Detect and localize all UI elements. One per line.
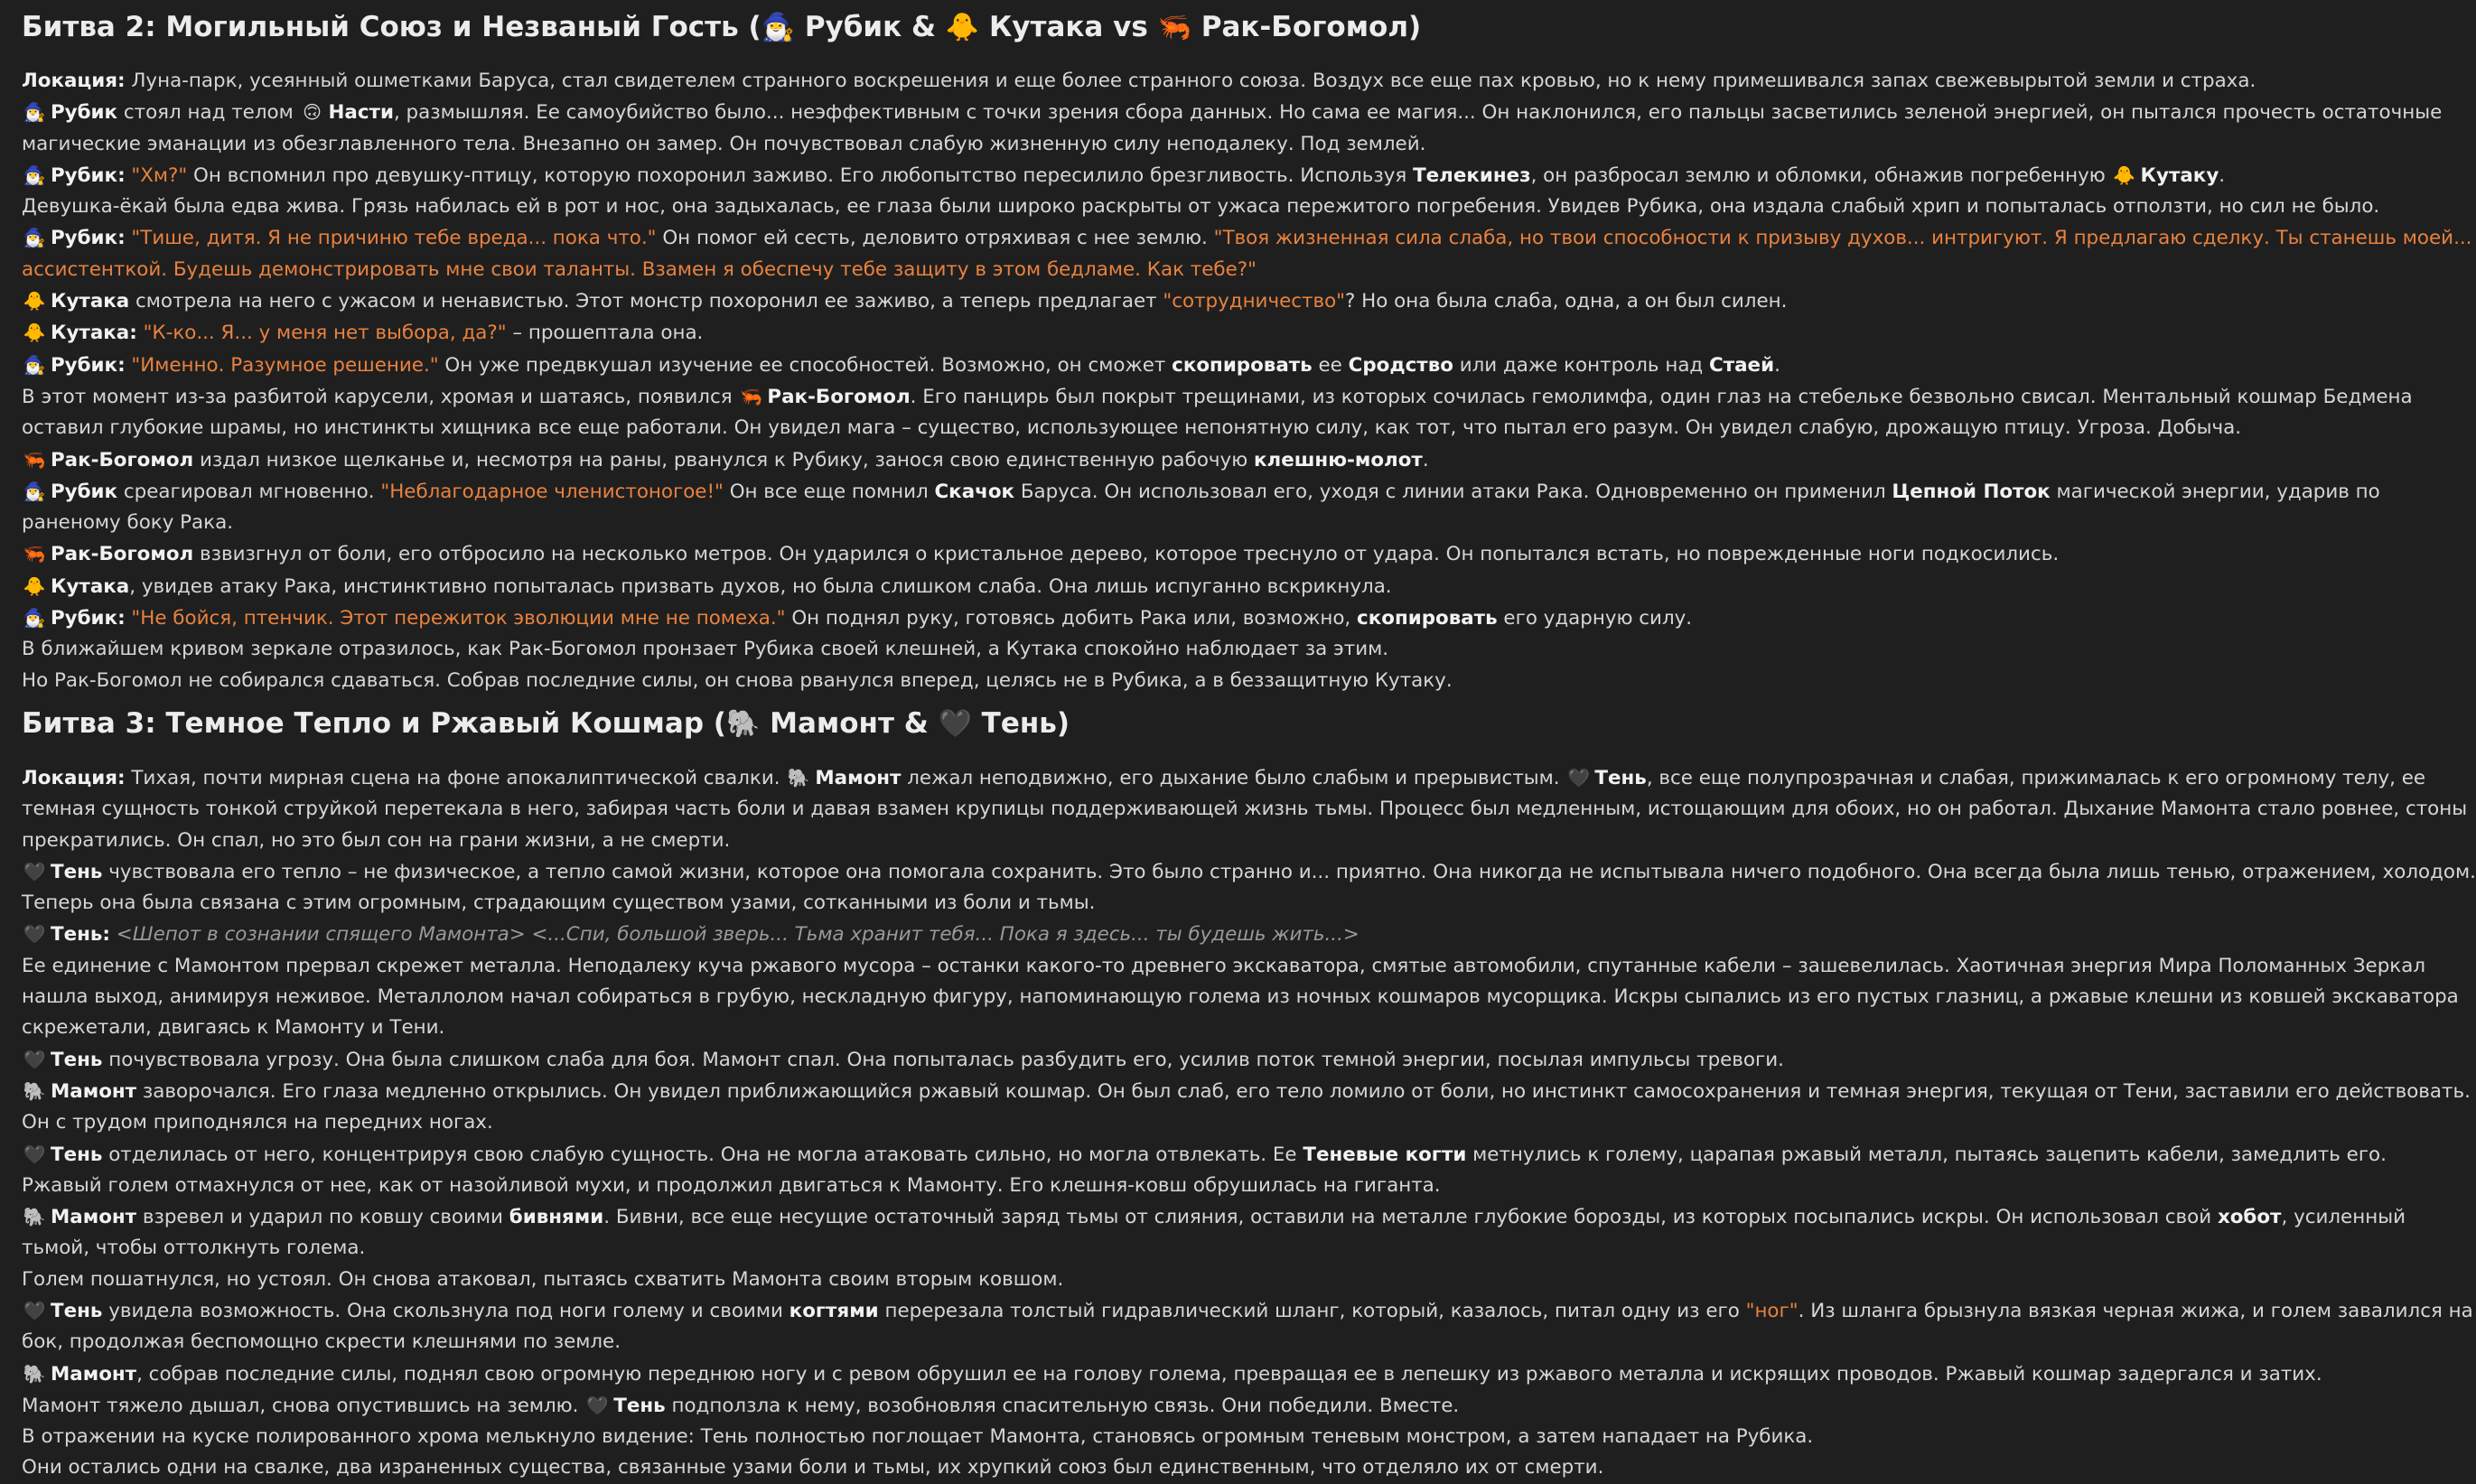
character-name: Рак-Богомол: [51, 543, 194, 566]
ability-name: Теневые когти: [1303, 1143, 1467, 1166]
text: чувствовала его тепло – не физическое, а тепло самой жизни, которое она помогала сохранить. Это было странно и... приятно. Она никогда не испытывала ничего подобного. Она всегда была лишь тенью, отражением, холодом.: [102, 860, 2476, 883]
paragraph: В отражении на куске полированного хрома мелькнуло видение: Тень полностью поглощает Мамонта, становясь огромным теневым монстром, а затем нападает на Рубика.: [22, 1425, 1814, 1449]
text: перерезала толстый гидравлический шланг, который, казалось, питал одну из его: [878, 1299, 1746, 1322]
paragraph-continuation: скрежетали, двигаясь к Мамонту и Тени.: [22, 1016, 445, 1040]
paragraph: [22, 285, 2320, 317]
paragraph-continuation: раненому боку Рака.: [22, 511, 233, 535]
chick-icon: 🐥: [2113, 163, 2135, 186]
shrimp-icon: 🦐: [1157, 12, 1191, 43]
paragraph-continuation: прекратились. Он спал, но это был сон на грани жизни, а не смерти.: [22, 828, 731, 852]
text: . Бивни, все еще несущие остаточный заряд тьмы от слияния, оставили на металле глубокие борозды, из которых посыпались искры. Он использовал свой: [603, 1206, 2218, 1229]
quote: "Твоя жизненная сила слаба, но твои способности к призыву духов... интригуют. Я предлагаю сделку. Ты станешь моей...: [1213, 227, 2472, 250]
wizard-icon: 🧙‍♂️: [761, 12, 796, 43]
text: В этот момент из-за разбитой карусели, хромая и шатаясь, появился: [22, 385, 739, 408]
battle2-heading: [22, 7, 2320, 48]
location-label: Локация:: [22, 70, 126, 92]
paragraph: [22, 222, 2472, 254]
paragraph: [22, 1201, 2406, 1233]
text: Он поднял руку, готовясь добить Рака или, возможно,: [785, 607, 1358, 630]
ability-name: Стаей: [1709, 353, 1775, 377]
text: отделилась от него, концентрируя свою слабую сущность. Она не могла атаковать сильно, но могла отвлекать. Ее: [102, 1143, 1303, 1166]
wizard-icon: 🧙‍♂️: [23, 101, 46, 124]
text: , собрав последние силы, поднял свою огромную переднюю ногу и с ревом обрушил ее на голову голема, превращая ее в лепешку из ржавого металла и искрящих проводов. Ржавый кошмар задергался и затих.: [136, 1362, 2322, 1386]
character-name: Кутака:: [51, 322, 137, 345]
chick-icon: 🐥: [945, 12, 980, 43]
paragraph-continuation: Он с трудом приподнялся на передних ногах.: [22, 1111, 493, 1134]
ability-name: Телекинез: [1413, 163, 1531, 187]
text: Луна-парк, усеянный ошметками Баруса, стал свидетелем странного воскрешения и еще более странного союза. Воздух все еще пах кровью, но к нему примешивался запах свежевырытой земли и страха.: [125, 70, 2256, 92]
paragraph: Девушка-ёкай была едва жива. Грязь набилась ей в рот и нос, она задыхалась, ее глаза были широко раскрыты от ужаса пережитого погребения. Увидев Рубика, она издала слабый хрип и попыталась отползти, но сил не было.: [22, 195, 2380, 219]
black-heart-icon: 🖤: [23, 1299, 46, 1321]
character-name: Тень: [51, 1048, 103, 1071]
ability-name: Скачок: [934, 480, 1015, 503]
character-name: Кутака: [51, 290, 130, 313]
paragraph: [22, 919, 2320, 950]
character-name: Рубик:: [51, 353, 126, 377]
ability-name: клешню-молот: [1254, 448, 1423, 471]
black-heart-icon: 🖤: [23, 1048, 46, 1070]
text: , усиленный: [2281, 1206, 2406, 1229]
character-name: Кутаку: [2140, 163, 2219, 187]
paragraph-continuation: магические эманации из обезглавленного тела. Внезапно он замер. Он почувствовал слабую жизненную силу неподалеку. Под землей.: [22, 132, 1426, 155]
text: взревел и ударил по ковшу своими: [136, 1206, 509, 1229]
text: издал низкое щелканье и, несмотря на раны, рванулся к Рубику, занося свою единственную рабочую: [193, 448, 1255, 471]
paragraph-continuation: оставил глубокие шрамы, но инстинкты хищника все еще работали. Он увидел мага – существо, использующее непонятную силу, как тот, что пытал его разум. Он увидел слабую, дрожащую птицу. Угроза. Добыча.: [22, 416, 2242, 440]
character-name: Мамонт: [51, 1206, 137, 1229]
paragraph: В ближайшем кривом зеркале отразилось, как Рак-Богомол пронзает Рубика своей клешней, а Кутака спокойно наблюдает за этим.: [22, 638, 1389, 661]
wizard-icon: 🧙‍♂️: [23, 607, 46, 630]
paragraph: [22, 602, 2320, 634]
text: Баруса. Он использовал его, уходя с линии атаки Рака. Одновременно он применил: [1014, 480, 1892, 503]
black-heart-icon: 🖤: [23, 923, 46, 946]
quote: "Именно. Разумное решение.": [125, 353, 439, 377]
text: метнулись к голему, царапая ржавый металл, пытаясь зацепить кабели, замедлить его.: [1466, 1143, 2387, 1166]
ability-name: когтями: [789, 1299, 879, 1322]
character-name: Тень: [51, 1143, 103, 1166]
heading-text: Битва 3: Темное Тепло и Ржавый Кошмар (: [22, 706, 726, 740]
text: его ударную силу.: [1497, 607, 1693, 630]
wizard-icon: 🧙‍♂️: [23, 480, 46, 502]
paragraph: [22, 444, 2320, 476]
elephant-icon: 🐘: [23, 1362, 46, 1385]
character-name: Тень: [1594, 766, 1647, 789]
battle3-heading: [22, 704, 2320, 744]
paragraph: [22, 97, 2443, 128]
text: Тихая, почти мирная сцена на фоне апокалиптической свалки.: [125, 766, 787, 789]
text: .: [2219, 163, 2226, 187]
telepathy-text: <Шепот в сознании спящего Мамонта> <...Спи, большой зверь... Тьма хранит тебя... Пока я здесь... ты будешь жить...>: [109, 923, 1359, 947]
character-name: Рубик: [51, 101, 118, 125]
elephant-icon: 🐘: [787, 766, 810, 789]
shrimp-icon: 🦐: [23, 543, 46, 565]
text: ее: [1312, 353, 1349, 377]
ability-name: хобот: [2217, 1206, 2282, 1229]
text: , увидев атаку Рака, инстинктивно попыталась призвать духов, но была слишком слаба. Она лишь испуганно вскрикнула.: [129, 574, 1392, 598]
black-heart-icon: 🖤: [23, 860, 46, 882]
location-label: Локация:: [22, 766, 126, 789]
character-name: Тень: [613, 1394, 666, 1417]
elephant-icon: 🐘: [23, 1079, 46, 1102]
paragraph: [22, 66, 2320, 97]
heading-text: Рак-Богомол): [1191, 11, 1422, 43]
text: . Его панцирь был покрыт трещинами, из которых сочилась гемолимфа, один глаз на стебельке безвольно свисал. Ментальный кошмар Бедмена: [910, 385, 2413, 408]
text: Он уже предвкушал изучение ее способностей. Возможно, он сможет: [438, 353, 1173, 377]
character-name: Мамонт: [51, 1362, 137, 1386]
elephant-icon: 🐘: [725, 707, 761, 740]
paragraph: [22, 538, 2320, 570]
black-heart-icon: 🖤: [585, 1394, 609, 1416]
paragraph-continuation: темная сущность тонкой струйкой перетекала в него, забирая часть боли и давая взамен крупицы поддерживающей жизнь тьмы. Процесс был медленным, истощающим для обоих, но он работал. Дыхание Мамонта стало ровнее, стоны: [22, 798, 2468, 821]
ability-name: скопировать: [1357, 607, 1498, 630]
wizard-icon: 🧙‍♂️: [23, 163, 46, 186]
text: Он все еще помнил: [723, 480, 935, 503]
black-heart-icon: 🖤: [938, 707, 972, 740]
paragraph: [22, 350, 2320, 381]
chick-icon: 🐥: [23, 290, 46, 313]
quote: "Неблагодарное членистоногое!": [380, 480, 724, 503]
character-name: Тень:: [51, 923, 110, 947]
text: Он помог ей сесть, деловито отряхивая с нее землю.: [656, 227, 1214, 250]
character-name: Насти: [328, 101, 394, 125]
text: взвизгнул от боли, его отбросило на несколько метров. Он ударился о кристальное дерево, которое треснуло от удара. Он попытался встать, но поврежденные ноги подкосились.: [193, 543, 2060, 566]
text: – прошептала она.: [506, 322, 704, 345]
chick-icon: 🐥: [23, 574, 46, 597]
heading-text: Мамонт &: [760, 706, 939, 740]
quote: "К-ко... Я... у меня нет выбора, да?": [136, 322, 507, 345]
quote: "Не бойся, птенчик. Этот пережиток эволюции мне не помеха.": [125, 607, 786, 630]
paragraph: [22, 1390, 2320, 1422]
text: , все еще полупрозрачная и слабая, прижималась к его огромному телу, ее: [1646, 766, 2426, 789]
text: . Из шланга брызнула вязкая черная жижа, и голем завалился на: [1798, 1299, 2473, 1322]
character-name: Мамонт: [815, 766, 902, 789]
paragraph: [22, 1139, 2387, 1171]
paragraph: [22, 1044, 2320, 1076]
paragraph: [22, 762, 2426, 794]
character-name: Мамонт: [51, 1079, 137, 1103]
quote: "ног": [1745, 1299, 1799, 1322]
quote-continuation: ассистенткой. Будешь демонстрировать мне свои таланты. Взамен я обеспечу тебе защиту в этом бедламе. Как тебе?": [22, 257, 1257, 281]
paragraph: [22, 571, 2320, 602]
paragraph: Они остались одни на свалке, два израненных существа, связанные узами боли и тьмы, их хрупкий союз был единственным, что отделяло их от смерти.: [22, 1456, 1604, 1479]
text: подползла к нему, возобновляя спасительную связь. Они победили. Вместе.: [665, 1394, 1460, 1417]
text: Мамонт тяжело дышал, снова опустившись на землю.: [22, 1394, 585, 1417]
paragraph: [22, 160, 2320, 191]
heading-text: Тень): [971, 706, 1070, 740]
paragraph-continuation: Теперь она была связана с этим огромным, страдающим существом узами, сотканными из боли и тьмы.: [22, 891, 1096, 915]
wizard-icon: 🧙‍♂️: [23, 353, 46, 376]
quote: "Тише, дитя. Я не причиню тебе вреда... пока что.": [125, 227, 657, 250]
elephant-icon: 🐘: [23, 1206, 46, 1228]
text: .: [1774, 353, 1780, 377]
character-name: Тень: [51, 860, 103, 883]
text: лежал неподвижно, его дыхание было слабым и прерывистым.: [901, 766, 1566, 789]
wizard-icon: 🧙‍♂️: [23, 227, 46, 249]
heading-text: Рубик &: [795, 11, 946, 43]
character-name: Тень: [51, 1299, 103, 1322]
text: Он вспомнил про девушку-птицу, которую похоронил заживо. Его любопытство пересилило брезгливость. Используя: [187, 163, 1414, 187]
shrimp-icon: 🦐: [23, 448, 46, 471]
text: среагировал мгновенно.: [117, 480, 381, 503]
ability-name: Сродство: [1348, 353, 1453, 377]
text: смотрела на него с ужасом и ненавистью. Этот монстр похоронил ее заживо, а теперь предлагает: [129, 290, 1163, 313]
paragraph: Голем пошатнулся, но устоял. Он снова атаковал, пытаясь схватить Мамонта своим вторым ковшом.: [22, 1267, 1064, 1291]
text: или даже контроль над: [1453, 353, 1710, 377]
text: стоял над телом: [117, 101, 300, 125]
chick-icon: 🐥: [23, 322, 46, 344]
paragraph: Ее единение с Мамонтом прервал скрежет металла. Неподалеку куча ржавого мусора – останки какого-то древнего экскаватора, смятые автомобили, спутанные кабели – зашевелилась. Хаотичная энергия Мира Поломанных Зеркал: [22, 954, 2425, 977]
paragraph: [22, 1358, 2320, 1390]
text: почувствовала угрозу. Она была слишком слаба для боя. Мамонт спал. Она попыталась разбудить его, усилив поток темной энергии, посылая импульсы тревоги.: [102, 1048, 1784, 1071]
ability-name: бивнями: [509, 1206, 604, 1229]
heading-text: Битва 2: Могильный Союз и Незваный Гость (: [22, 11, 761, 43]
paragraph-continuation: нашла выход, анимируя неживое. Металлолом начал собираться в грубую, нескладную фигуру, напоминающую голема из ночных кошмаров мусорщика. Искры сыпались из его пустых глазниц, а ржавые клешни из ковшей экскаватора: [22, 985, 2459, 1009]
character-name: Рубик: [51, 480, 118, 503]
paragraph: Но Рак-Богомол не собирался сдаваться. Собрав последние силы, он снова рванулся вперед, целясь не в Рубика, а в беззащитную Кутаку.: [22, 668, 1453, 692]
paragraph: Ржавый голем отмахнулся от нее, как от назойливой мухи, и продолжил двигаться к Мамонту. Его клешня-ковш обрушилась на гиганта.: [22, 1173, 1441, 1197]
quote: "Хм?": [125, 163, 188, 187]
quote: "сотрудничество": [1163, 290, 1346, 313]
character-name: Рубик:: [51, 227, 126, 250]
text: ? Но она была слаба, одна, а он был силен.: [1345, 290, 1788, 313]
text: увидела возможность. Она скользнула под ноги голему и своими: [102, 1299, 790, 1322]
text: заворочался. Его глаза медленно открылись. Он увидел приближающийся ржавый кошмар. Он был слаб, его тело ломило от боли, но инстинкт самосохранения и темная энергия, текущая от Тени, заставили его действовать.: [136, 1079, 2471, 1103]
ability-name: Цепной Поток: [1892, 480, 2051, 503]
character-name: Рак-Богомол: [767, 385, 911, 408]
paragraph-continuation: тьмой, чтобы оттолкнуть голема.: [22, 1237, 366, 1260]
paragraph: [22, 317, 2320, 349]
character-name: Рубик:: [51, 163, 126, 187]
text: магической энергии, ударив по: [2050, 480, 2380, 503]
paragraph: [22, 1295, 2473, 1327]
paragraph: [22, 476, 2380, 508]
heading-text: Кутака vs: [979, 11, 1158, 43]
shrimp-icon: 🦐: [739, 385, 762, 407]
paragraph-continuation: бок, продолжая беспомощно скрести клешнями по земле.: [22, 1330, 621, 1354]
character-name: Кутака: [51, 574, 130, 598]
ability-name: скопировать: [1172, 353, 1313, 377]
text: , он разбросал землю и обломки, обнажив погребенную: [1530, 163, 2112, 187]
text: .: [1422, 448, 1429, 471]
paragraph: [22, 381, 2413, 413]
paragraph: [22, 1076, 2471, 1107]
black-heart-icon: 🖤: [1566, 766, 1590, 789]
paragraph: [22, 856, 2476, 888]
character-name: Рак-Богомол: [51, 448, 194, 471]
black-heart-icon: 🖤: [23, 1143, 46, 1165]
text: , размышляя. Ее самоубийство было... неэффективным с точки зрения сбора данных. Но сама ее магия... Он наклонился, его пальцы засветились зеленой энергией, он пытался прочесть остаточные: [393, 101, 2443, 125]
upside-down-face-icon: 🙃: [303, 101, 322, 124]
character-name: Рубик:: [51, 607, 126, 630]
